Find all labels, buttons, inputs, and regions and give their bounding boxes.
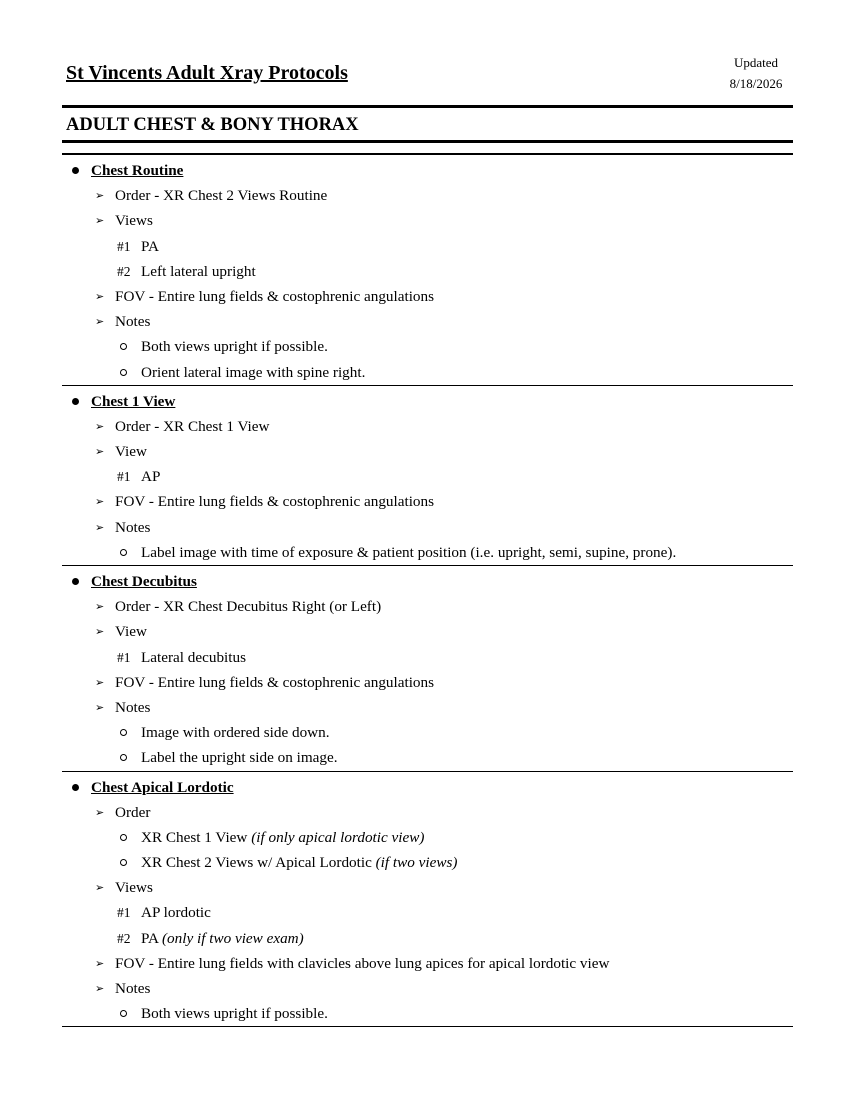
line-text: AP lordotic <box>141 904 211 922</box>
protocol-line <box>62 825 793 850</box>
protocol-title <box>62 775 793 800</box>
protocol-line <box>62 439 793 464</box>
line-text: Label the upright side on image. <box>141 749 338 767</box>
arrow-bullet-icon: ➢ <box>95 805 105 819</box>
line-text: AP <box>141 468 161 486</box>
view-number: #1 <box>117 649 131 665</box>
line-note-italic: (if only apical lordotic view) <box>251 828 425 846</box>
protocol-line <box>62 951 793 976</box>
protocol-line <box>62 900 793 925</box>
line-text: FOV - Entire lung fields & costophrenic angulations <box>115 493 435 511</box>
arrow-bullet-icon: ➢ <box>95 315 105 329</box>
line-text: Views <box>115 212 153 230</box>
bullet-dot-icon <box>72 398 79 405</box>
arrow-bullet-icon: ➢ <box>95 445 105 459</box>
protocol-line <box>62 695 793 720</box>
line-text: Both views upright if possible. <box>141 1005 328 1023</box>
protocol-line <box>62 745 793 770</box>
hollow-circle-icon <box>120 859 127 866</box>
line-text: FOV - Entire lung fields with clavicles above lung apices for apical lordotic view <box>115 954 610 972</box>
line-text: Notes <box>115 518 151 536</box>
protocol-line <box>62 645 793 670</box>
line-text: Image with ordered side down. <box>141 724 330 742</box>
hollow-circle-icon <box>120 549 127 556</box>
page-title: St Vincents Adult Xray Protocols <box>66 62 348 84</box>
line-text: Orient lateral image with spine right. <box>141 363 366 381</box>
protocol-line <box>62 540 793 565</box>
protocol-title-text: Chest Decubitus <box>91 573 197 590</box>
arrow-bullet-icon: ➢ <box>95 495 105 509</box>
protocol-line <box>62 515 793 540</box>
protocol-line <box>62 334 793 359</box>
protocol-line <box>62 360 793 385</box>
line-text: Both views upright if possible. <box>141 338 328 356</box>
protocol-line <box>62 284 793 309</box>
protocol-title <box>62 389 793 414</box>
arrow-bullet-icon: ➢ <box>95 982 105 995</box>
protocol-line <box>62 259 793 284</box>
hollow-circle-icon <box>120 343 127 350</box>
protocol-line <box>62 464 793 489</box>
protocol-block <box>62 155 793 386</box>
section-rule-thick <box>62 140 793 143</box>
protocol-line <box>62 489 793 514</box>
updated-label: Updated <box>733 55 779 70</box>
arrow-bullet-icon: ➢ <box>95 419 105 433</box>
protocol-line <box>62 1001 793 1026</box>
protocol-title-text: Chest 1 View <box>91 392 176 410</box>
protocol-block <box>62 772 793 1028</box>
arrow-bullet-icon: ➢ <box>95 189 105 203</box>
line-text: Views <box>115 879 153 897</box>
protocol-line <box>62 414 793 439</box>
protocol-line <box>62 309 793 334</box>
section-title: ADULT CHEST & BONY THORAX <box>66 115 359 135</box>
line-text: FOV - Entire lung fields & costophrenic angulations <box>115 673 435 691</box>
protocol-title-text: Chest Routine <box>91 162 184 179</box>
protocol-title <box>62 569 793 594</box>
hollow-circle-icon <box>120 754 127 761</box>
line-note-italic: (if two views) <box>375 854 458 872</box>
arrow-bullet-icon: ➢ <box>95 214 105 228</box>
updated-date: 8/18/2026 <box>729 76 783 91</box>
protocol-line <box>62 670 793 695</box>
protocol-line <box>62 800 793 825</box>
arrow-bullet-icon: ➢ <box>95 625 105 639</box>
bullet-dot-icon <box>72 167 79 174</box>
hollow-circle-icon <box>120 729 127 736</box>
arrow-bullet-icon: ➢ <box>95 700 105 714</box>
line-text: Notes <box>115 313 151 331</box>
view-number: #1 <box>117 905 131 921</box>
view-number: #1 <box>117 238 131 254</box>
view-number: #2 <box>117 930 131 946</box>
protocol-line <box>62 926 793 951</box>
line-text: Lateral decubitus <box>141 648 246 666</box>
protocol-line <box>62 875 793 900</box>
line-text: Left lateral upright <box>141 262 256 280</box>
protocol-line <box>62 619 793 644</box>
bullet-dot-icon <box>72 784 79 791</box>
line-text: Order - XR Chest 2 Views Routine <box>115 187 328 205</box>
protocol-line <box>62 976 793 1001</box>
protocol-line <box>62 208 793 233</box>
protocol-block <box>62 386 793 566</box>
header-rule <box>62 105 793 108</box>
line-text: Order - XR Chest 1 View <box>115 417 270 435</box>
protocol-line <box>62 183 793 208</box>
bullet-dot-icon <box>72 578 79 585</box>
line-text: PA <box>141 929 162 947</box>
protocol-line <box>62 850 793 875</box>
line-text: View <box>115 623 147 641</box>
protocol-list <box>62 155 793 1027</box>
line-text: XR Chest 2 Views w/ Apical Lordotic <box>141 854 376 872</box>
arrow-bullet-icon: ➢ <box>95 675 105 689</box>
view-number: #1 <box>117 469 131 485</box>
line-text: XR Chest 1 View <box>141 828 252 846</box>
protocol-line <box>62 234 793 259</box>
line-text: Order - XR Chest Decubitus Right (or Left) <box>115 598 382 616</box>
hollow-circle-icon <box>120 1010 127 1017</box>
line-text: FOV - Entire lung fields & costophrenic angulations <box>115 287 435 305</box>
arrow-bullet-icon: ➢ <box>95 881 105 895</box>
line-text: Notes <box>115 980 151 997</box>
line-text: Notes <box>115 698 151 716</box>
arrow-bullet-icon: ➢ <box>95 956 105 970</box>
protocol-line <box>62 720 793 745</box>
protocol-line <box>62 594 793 619</box>
arrow-bullet-icon: ➢ <box>95 520 105 534</box>
hollow-circle-icon <box>120 369 127 376</box>
view-number: #2 <box>117 263 131 279</box>
protocol-title-text: Chest Apical Lordotic <box>91 778 234 796</box>
protocol-block <box>62 566 793 772</box>
line-text: Order <box>115 803 151 821</box>
hollow-circle-icon <box>120 834 127 841</box>
arrow-bullet-icon: ➢ <box>95 600 105 614</box>
line-text: View <box>115 443 147 461</box>
arrow-bullet-icon: ➢ <box>95 289 105 303</box>
line-note-italic: (only if two view exam) <box>161 929 304 947</box>
protocol-title <box>62 158 793 183</box>
line-text: Label image with time of exposure & patient position (i.e. upright, semi, supine, prone). <box>141 543 677 561</box>
line-text: PA <box>141 237 160 255</box>
updated-block <box>700 52 812 94</box>
